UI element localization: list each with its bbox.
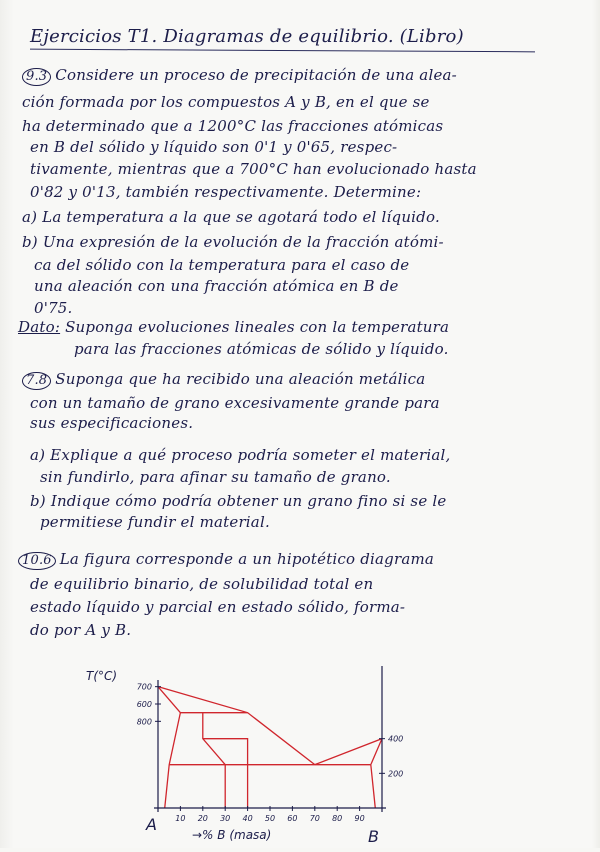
problem-106-line-1: 10.6 La figura corresponde a un hipotético diagrama [18, 550, 434, 570]
diagram-axes [154, 666, 386, 812]
component-a-label: A [146, 815, 157, 834]
diagram-ticks [137, 683, 404, 823]
problem-93-line-5: tivamente, mientras que a 700°C han evolucionado hasta [30, 160, 477, 178]
phase-diagram [72, 658, 432, 848]
problem-93-dato-line-2: para las fracciones atómicas de sólido y líquido. [74, 340, 449, 358]
problem-93-item-b-2: ca del sólido con la temperatura para el caso de [34, 256, 410, 274]
x-tick-label-70: 70 [309, 814, 320, 823]
x-tick-label-30: 30 [220, 814, 231, 823]
x-tick-label-10: 10 [175, 814, 186, 823]
problem-93-item-b-1: b) Una expresión de la evolución de la fracción atómi- [22, 233, 444, 251]
problem-78-number: 7.8 [22, 372, 51, 390]
left-y-tick-label-2: 800 [136, 717, 152, 727]
phase-boundaries [158, 687, 382, 808]
problem-78-item-a-1: a) Explique a qué proceso podría someter el material, [30, 446, 451, 464]
right-y-tick-label-1: 200 [388, 769, 404, 779]
problem-106-line-4: do por A y B. [30, 621, 132, 639]
problem-78-line-2: con un tamaño de grano excesivamente grande para [30, 394, 440, 412]
phase-diagram-svg [72, 658, 432, 848]
problem-78-item-b-1: b) Indique cómo podría obtener un grano fino si se le [30, 492, 447, 510]
x-tick-label-90: 90 [354, 814, 365, 823]
y-axis-label: T(°C) [86, 669, 118, 683]
problem-93-dato-line-1: Dato: Suponga evoluciones lineales con la temperatura [18, 318, 450, 336]
x-axis-label: →% B (masa) [192, 828, 272, 842]
x-tick-label-50: 50 [264, 814, 276, 823]
boundary-solvus-A [165, 713, 181, 808]
boundary-solvus-B [371, 765, 375, 808]
boundary-intermediate-phase-right [203, 739, 248, 765]
problem-93-number: 9.3 [22, 68, 51, 86]
dato-label: Dato: [18, 318, 61, 336]
title-underline [30, 49, 535, 53]
x-tick-label-80: 80 [332, 814, 343, 823]
problem-106-number: 10.6 [18, 552, 56, 570]
component-b-label: B [368, 827, 379, 846]
problem-93-line-4: en B del sólido y líquido son 0'1 y 0'65, respec- [30, 138, 398, 156]
problem-78-item-b-2: permitiese fundir el material. [40, 513, 270, 531]
left-y-tick-label-0: 700 [136, 682, 152, 692]
problem-93-line-2: ción formada por los compuestos A y B, en el que se [22, 93, 430, 111]
problem-93-item-a: a) La temperatura a la que se agotará todo el líquido. [22, 208, 440, 226]
problem-93-item-b-4: 0'75. [34, 299, 73, 317]
boundary-intermediate-phase-left [203, 713, 225, 808]
problem-93-line-1: 9.3 Considere un proceso de precipitación de una alea- [22, 66, 457, 86]
problem-93-line-6: 0'82 y 0'13, también respectivamente. Determine: [30, 183, 422, 201]
problem-93-item-b-3: una aleación con una fracción atómica en B de [34, 277, 399, 295]
x-tick-label-60: 60 [287, 814, 298, 823]
problem-106-line-2: de equilibrio binario, de solubilidad total en [30, 575, 374, 593]
problem-106-line-3: estado líquido y parcial en estado sólido, forma- [30, 598, 406, 616]
right-y-tick-label-0: 400 [388, 734, 404, 744]
x-tick-label-20: 20 [197, 814, 208, 823]
boundary-liquidus-left [158, 687, 315, 765]
page-title: Ejercicios T1. Diagramas de equilibrio. (Libro) [30, 26, 464, 47]
x-tick-label-40: 40 [242, 814, 253, 823]
left-y-tick-label-1: 600 [136, 700, 152, 709]
problem-93-line-3: ha determinado que a 1200°C las fracciones atómicas [22, 117, 444, 135]
problem-78-line-3: sus especificaciones. [30, 414, 194, 432]
problem-78-line-1: 7.8 Suponga que ha recibido una aleación metálica [22, 370, 425, 390]
problem-78-item-a-2: sin fundirlo, para afinar su tamaño de grano. [40, 468, 391, 486]
